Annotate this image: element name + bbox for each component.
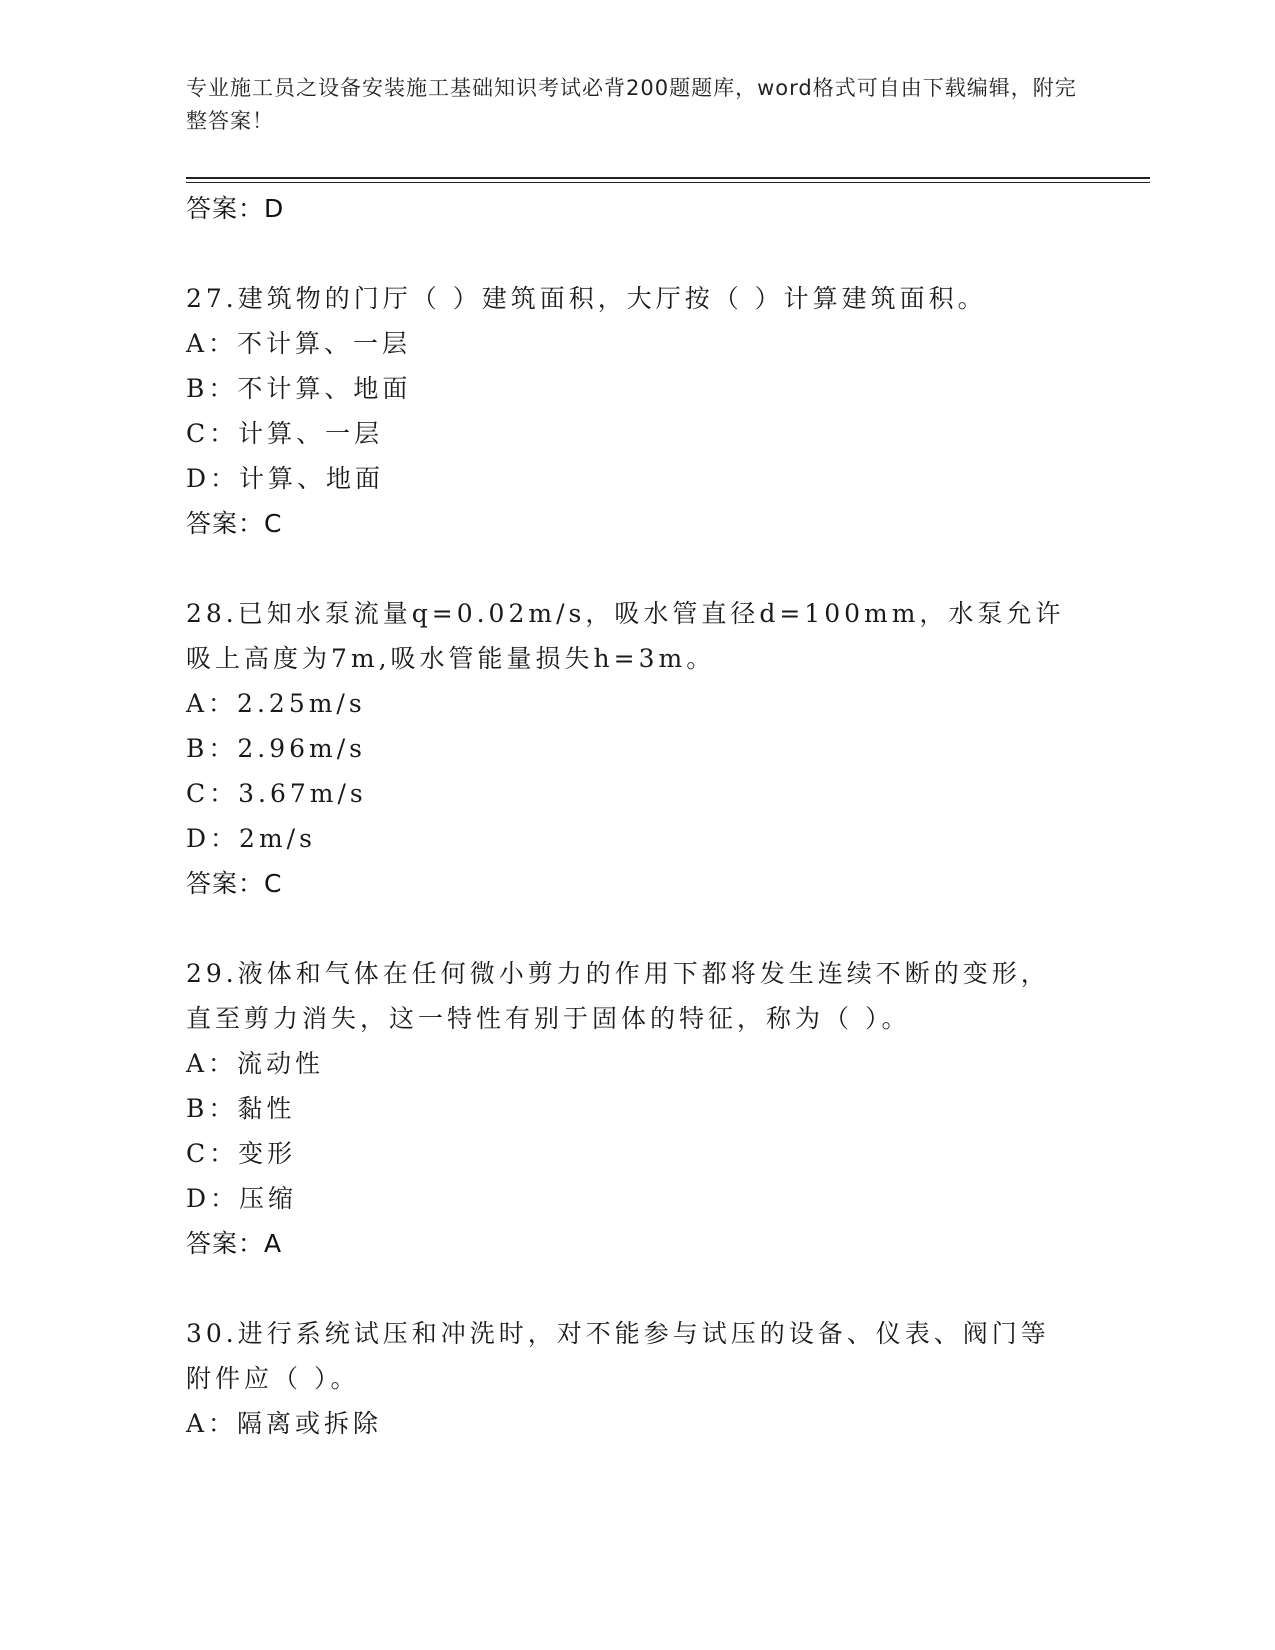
header-divider-thick (186, 177, 1150, 179)
question-text: 30.进行系统试压和冲洗时，对不能参与试压的设备、仪表、阀门等附件应（ ）。 (186, 1319, 1050, 1393)
question-27 (186, 276, 1066, 547)
option-b: B：黏性 (186, 1094, 296, 1123)
question-29 (186, 951, 1066, 1267)
answer-line: 答案：A (186, 1229, 283, 1258)
option-b: B：2.96m/s (186, 734, 366, 763)
question-text: 29.液体和气体在任何微小剪力的作用下都将发生连续不断的变形，直至剪力消失，这一特性有别于固体的特征，称为（ ）。 (186, 959, 1050, 1033)
option-d: D：2m/s (186, 824, 316, 853)
option-a: A：流动性 (186, 1049, 325, 1078)
option-c: C：变形 (186, 1139, 297, 1168)
option-b: B：不计算、地面 (186, 374, 412, 403)
answer-line: 答案：C (186, 509, 283, 538)
question-28 (186, 591, 1066, 907)
option-c: C：计算、一层 (186, 419, 384, 448)
option-a: A：不计算、一层 (186, 329, 412, 358)
question-text: 27.建筑物的门厅（ ）建筑面积，大厅按（ ）计算建筑面积。 (186, 284, 987, 313)
question-30 (186, 1311, 1066, 1446)
option-c: C：3.67m/s (186, 779, 367, 808)
answer-line: 答案：D (186, 194, 285, 223)
option-a: A：隔离或拆除 (186, 1409, 383, 1438)
answer-line: 答案：C (186, 869, 283, 898)
question-list (186, 186, 1066, 1446)
option-d: D：压缩 (186, 1184, 298, 1213)
option-a: A：2.25m/s (186, 689, 366, 718)
option-d: D：计算、地面 (186, 464, 385, 493)
document-header: 专业施工员之设备安装施工基础知识考试必背200题题库，word格式可自由下载编辑，附完整答案！ (186, 76, 1077, 133)
header-divider-thin (186, 182, 1150, 183)
question-text: 28.已知水泵流量q=0.02m/s，吸水管直径d=100mm，水泵允许吸上高度为7m,吸水管能量损失h=3m。 (186, 599, 1065, 673)
